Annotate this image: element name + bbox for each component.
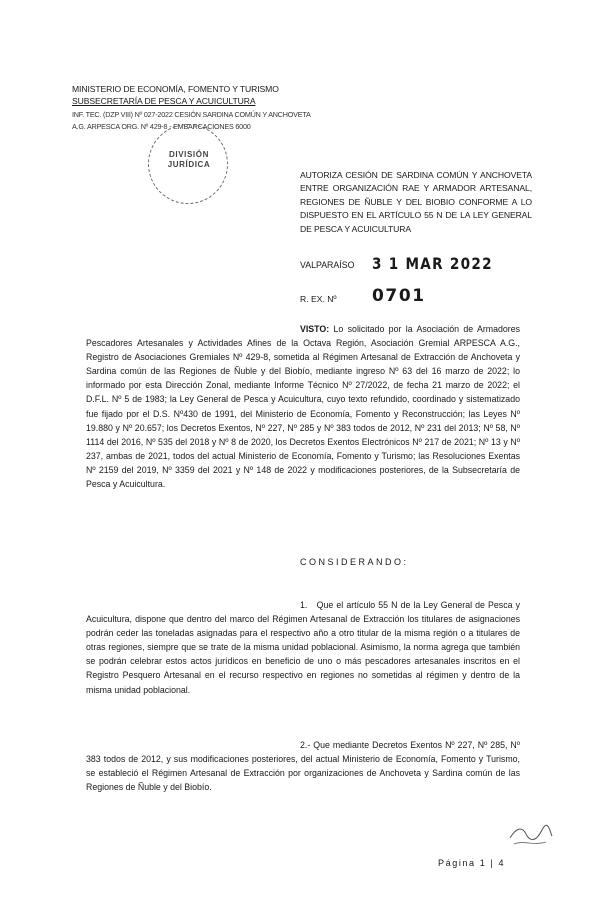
resolution-number: 0701 bbox=[372, 286, 426, 306]
considerando-2-number: 2.- bbox=[300, 740, 311, 750]
reference-line-1: INF. TEC. (DZP VIII) Nº 027-2022 CESIÓN SARDINA COMÚN Y ANCHOVETA bbox=[72, 110, 311, 119]
city-label: VALPARAÍSO bbox=[300, 260, 355, 270]
ministry-name: MINISTERIO DE ECONOMÍA, FOMENTO Y TURISMO bbox=[72, 84, 279, 94]
considerando-1 bbox=[86, 598, 520, 697]
considerando-1-text: Que el artículo 55 N de la Ley General de Pesca y Acuicultura, dispone que dentro del marco del Régimen Artesanal de Extracción los titulares de asignaciones podrán ceder las toneladas asignadas para el respectivo año a otro titular de la misma región o a titulares de otras regiones, siempre que se trate de la misma unidad poblacional. Asimismo, la norma agrega que también se podrán celebrar estos actos jurídicos en beneficio de uno o más pescadores artesanales inscritos en el Registro Pesquero Artesanal en el recurso respectivo en regiones no sometidas al régimen y dentro de la misma unidad poblacional. bbox=[86, 600, 520, 695]
visto-label: VISTO: bbox=[300, 324, 330, 334]
rex-label: R. EX. Nº bbox=[300, 294, 337, 304]
resolution-title: AUTORIZA CESIÓN DE SARDINA COMÚN Y ANCHOVETA ENTRE ORGANIZACIÓN RAE Y ARMADOR ARTESANAL, REGIONES DE ÑUBLE Y DEL BIOBIO CONFORME A LO DISPUESTO EN EL ARTÍCULO 55 N DE LA LEY GENERAL DE PESCA Y ACUICULTURA bbox=[300, 170, 532, 234]
stamp-line-2: JURÍDICA bbox=[167, 160, 211, 169]
stamp-line-1: DIVISIÓN bbox=[169, 150, 209, 159]
reference-line-2: A.G. ARPESCA ORG. Nº 429-8 - EMBARCACIONES 6000 bbox=[72, 122, 251, 131]
date-stamp: 3 1 MAR 2022 bbox=[372, 254, 493, 273]
considerando-1-number: 1. bbox=[300, 600, 308, 610]
visto-paragraph bbox=[86, 322, 520, 491]
considerando-2-text: Que mediante Decretos Exentos Nº 227, Nº 285, Nº 383 todos de 2012, y sus modificaciones posteriores, del actual Ministerio de Economía, Fomento y Turismo, se estableció el Régimen Artesanal de Extracción por organizaciones de Anchoveta y Sardina común de las Regiones de Ñuble y del Biobío. bbox=[86, 740, 520, 793]
division-juridica-stamp bbox=[148, 124, 228, 204]
considerando-2 bbox=[86, 738, 520, 794]
visto-text: Lo solicitado por la Asociación de Armadores Pescadores Artesanales y Actividades Afines de la Octava Región, Asociación Gremial ARPESCA A.G., Registro de Asociaciones Gremiales Nº 429-8, sometida al Régimen Artesanal de Extracción de Anchoveta y Sardina común de las Regiones de Ñuble y del Biobío, mediante ingreso Nº 63 del 16 marzo de 2022; lo informado por esta Dirección Zonal, mediante Informe Técnico Nº 27/2022, de fecha 21 marzo de 2022; el D.F.L. Nº 5 de 1983; la Ley General de Pesca y Acuicultura, cuyo texto refundido, coordinado y sistematizado fue fijado por el D.S. Nº430 de 1991, del Ministerio de Economía, Fomento y Reconstrucción; las Leyes Nº 19.880 y Nº 20.657; los Decretos Exentos, Nº 227, Nº 285 y Nº 383 todos de 2012, Nº 231 del 2013; Nº 58, Nº 1114 del 2016, Nº 535 del 2018 y Nº 8 de 2020, los Decretos Exentos Electrónicos Nº 217 de 2021; Nº 13 y Nº 237, ambas de 2021, todos del actual Ministerio de Economía, Fomento y Turismo; las Resoluciones Exentas Nº 2159 del 2019, Nº 3359 del 2021 y Nº 148 de 2022 y modificaciones posteriores, de la Subsecretaría de Pesca y Acuicultura. bbox=[86, 324, 521, 490]
page-footer: Página 1 | 4 bbox=[438, 858, 506, 868]
subsecretaria-name: SUBSECRETARÍA DE PESCA Y ACUICULTURA bbox=[72, 96, 256, 106]
considerando-heading: CONSIDERANDO: bbox=[300, 557, 409, 567]
initials-signature bbox=[506, 820, 554, 850]
